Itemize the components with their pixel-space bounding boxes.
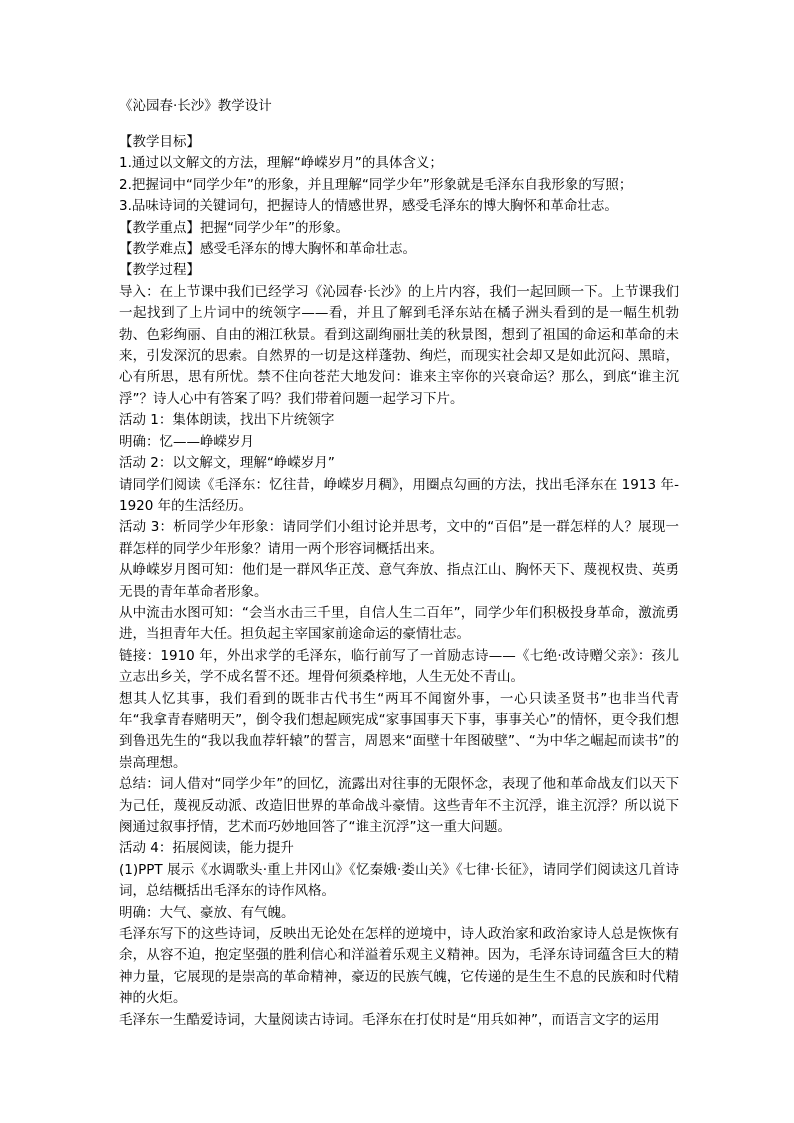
activity-2-instruction: 请同学们阅读《毛泽东：忆往昔，峥嵘岁月稠》，用圈点勾画的方法，找出毛泽东在 1913 年-1920 年的生活经历。: [119, 476, 679, 514]
activity-2-heading: 活动 2：以文解文，理解“峥嵘岁月”: [119, 455, 335, 472]
document-page: [119, 96, 679, 1031]
analysis-paragraph-1: 从峥嵘岁月图可知：他们是一群风华正茂、意气奔放、指点江山、胸怀天下、蔑视权贵、英勇无畏的青年革命者形象。: [119, 562, 679, 600]
goal-item-1: 1.通过以文解文的方法，理解“峥嵘岁月”的具体含义；: [119, 155, 443, 172]
style-paragraph: 毛泽东写下的这些诗词，反映出无论处在怎样的逆境中，诗人政治家和政治家诗人总是恢恢有余，从容不迫，抱定坚强的胜利信心和洋溢着乐观主义精神。因为，毛泽东诗词蕴含巨大的精神力量，它展现的是崇高的革命精神，豪迈的民族气魄，它传递的是生生不息的民族和时代精神的火炬。: [119, 926, 679, 1007]
activity-1-heading: 活动 1：集体朗读，找出下片统领字: [119, 412, 335, 429]
reflection-paragraph: 想其人忆其事，我们看到的既非古代书生“两耳不闻窗外事，一心只读圣贤书”也非当代青年“我拿青春赌明天”，倒令我们想起顾宪成“家事国事天下事，事事关心”的情怀，更令我们想到鲁迅先生的“我以我血荐轩辕”的誓言，周恩来“面壁十年图破壁”、“为中华之崛起而读书”的崇高理想。: [119, 690, 679, 771]
teaching-key-point: 【教学重点】把握“同学少年”的形象。: [119, 219, 349, 236]
analysis-paragraph-2: 从中流击水图可知：“会当水击三千里，自信人生二百年”，同学少年们积极投身革命，激流勇进，当担青年大任。担负起主宰国家前途命运的豪情壮志。: [119, 604, 679, 643]
goal-item-2: 2.把握词中“同学少年”的形象，并且理解“同学少年”形象就是毛泽东自我形象的写照；: [119, 176, 633, 193]
activity-1-answer: 明确：忆——峥嵘岁月: [119, 433, 254, 450]
summary-paragraph: 总结：词人借对“同学少年”的回忆，流露出对往事的无限怀念，表现了他和革命战友们以天下为己任，蔑视反动派、改造旧世界的革命战斗豪情。这些青年不主沉浮，谁主沉浮？所以说下阕通过叙事抒情，艺术而巧妙地回答了“谁主沉浮”这一重大问题。: [119, 776, 679, 835]
introduction-paragraph: 导入：在上节课中我们已经学习《沁园春·长沙》的上片内容，我们一起回顾一下。上节课我们一起找到了上片词中的统领字——看，并且了解到毛泽东站在橘子洲头看到的是一幅生机勃勃、色彩绚丽、自由的湘江秋景。看到这副绚丽壮美的秋景图，想到了祖国的命运和革命的未来，引发深沉的思索。自然界的一切是这样蓬勃、绚烂，而现实社会却又是如此沉闷、黑暗，心有所思，思有所忧。禁不住向苍茫大地发问：谁来主宰你的兴衰命运？那么，到底“谁主沉浮”？诗人心中有答案了吗？我们带着问题一起学习下片。: [119, 283, 679, 407]
activity-3-heading: 活动 3：析同学少年形象：请同学们小组讨论并思考，文中的“百侣”是一群怎样的人？展现一群怎样的同学少年形象？请用一两个形容词概括出来。: [119, 519, 679, 557]
activity-4-heading: 活动 4：拓展阅读，能力提升: [119, 840, 294, 857]
teaching-difficulty: 【教学难点】感受毛泽东的博大胸怀和革命壮志。: [119, 241, 416, 258]
heading-teaching-process: 【教学过程】: [119, 262, 200, 279]
activity-4-answer: 明确：大气、豪放、有气魄。: [119, 904, 295, 921]
document-body: [119, 132, 679, 1031]
link-paragraph: 链接：1910 年，外出求学的毛泽东，临行前写了一首励志诗——《七绝·改诗赠父亲》：孩儿立志出乡关，学不成名誓不还。埋骨何须桑梓地，人生无处不青山。: [119, 647, 679, 686]
heading-teaching-goals: 【教学目标】: [119, 134, 200, 150]
goal-item-3: 3.品味诗词的关键词句，把握诗人的情感世界，感受毛泽东的博大胸怀和革命壮志。: [119, 198, 618, 215]
activity-4-task: (1)PPT 展示《水调歌头·重上井冈山》《忆秦娥·娄山关》《七律·长征》，请同学们阅读这几首诗词，总结概括出毛泽东的诗作风格。: [119, 861, 679, 900]
document-title: 《沁园春·长沙》教学设计: [119, 98, 272, 114]
closing-paragraph: 毛泽东一生酷爱诗词，大量阅读古诗词。毛泽东在打仗时是“用兵如神”，而语言文字的运用: [119, 1011, 660, 1028]
